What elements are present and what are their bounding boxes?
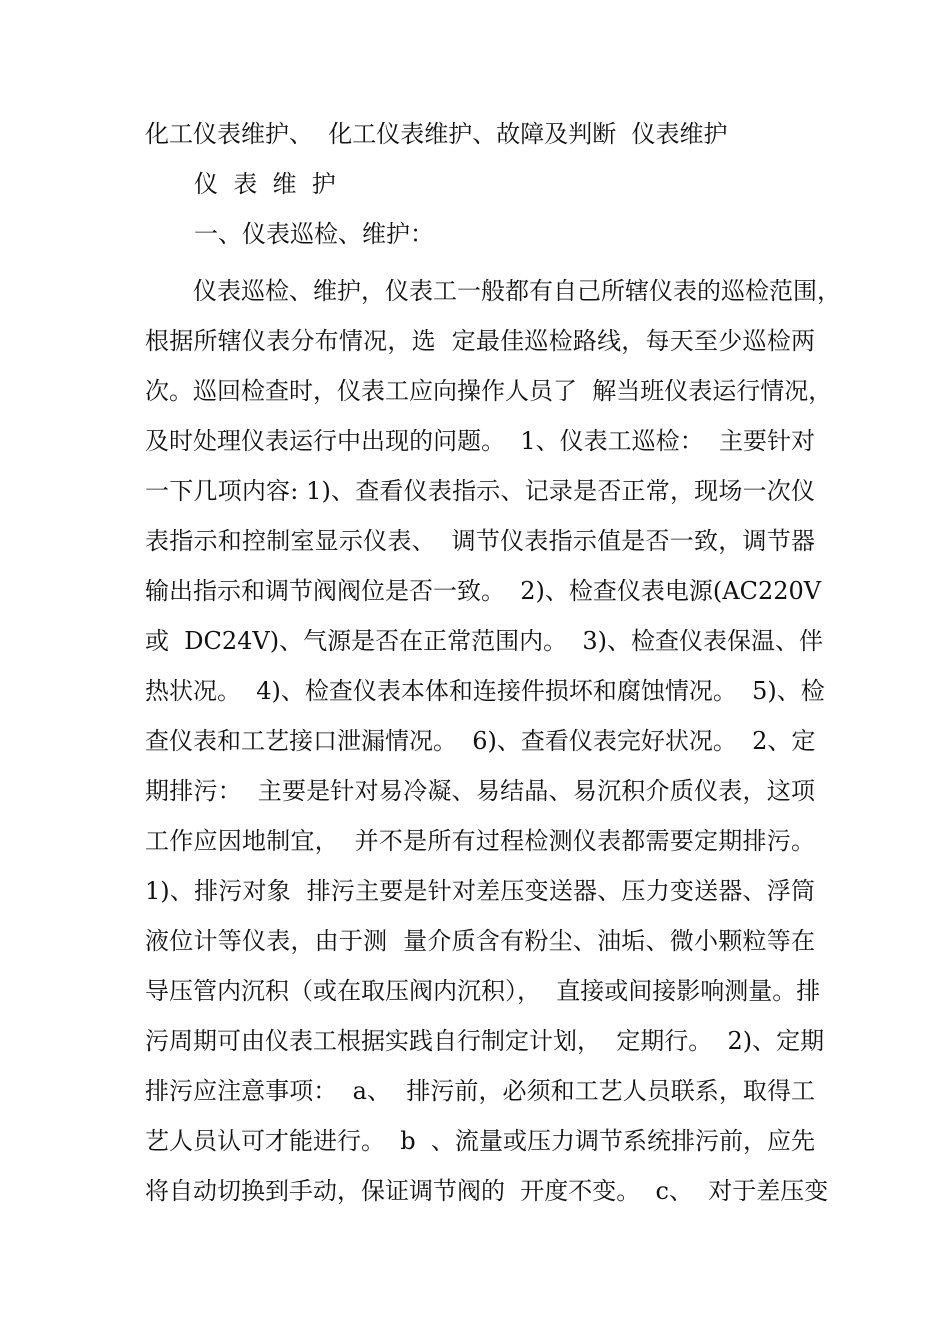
body-line: 1)、排污对象 排污主要是针对差压变送器、压力变送器、浮筒 — [145, 877, 815, 905]
body-line: 仪表巡检、维护，仪表工一般都有自己所辖仪表的巡检范围， — [193, 277, 841, 305]
body-line: 查仪表和工艺接口泄漏情况。 6)、查看仪表完好状况。 2、定 — [145, 727, 816, 755]
document-heading: 仪 表 维 护 — [194, 170, 336, 198]
body-line: 或 DC24V)、气源是否在正常范围内。 3)、检查仪表保温、伴 — [145, 627, 823, 655]
body-line: 次。巡回检查时，仪表工应向操作人员了 解当班仪表运行情况， — [145, 377, 833, 405]
body-line: 将自动切换到手动，保证调节阀的 开度不变。 c、 对于差压变 — [145, 1177, 829, 1205]
body-paragraph — [145, 266, 841, 1216]
body-line: 根据所辖仪表分布情况，选 定最佳巡检路线，每天至少巡检两 — [145, 327, 815, 355]
section-heading: 一、仪表巡检、维护： — [194, 220, 434, 248]
body-line: 输出指示和调节阀阀位是否一致。 2)、检查仪表电源(AC220V — [145, 577, 822, 605]
body-line: 液位计等仪表，由于测 量介质含有粉尘、油垢、微小颗粒等在 — [145, 927, 815, 955]
body-line: 工作应因地制宜， 并不是所有过程检测仪表都需要定期排污。 — [145, 827, 815, 855]
body-line: 污周期可由仪表工根据实践自行制定计划， 定期行。 2)、定期 — [145, 1027, 825, 1055]
body-line: 表指示和控制室显示仪表、 调节仪表指示值是否一致，调节器 — [145, 527, 815, 555]
body-line: 艺人员认可才能进行。 b 、流量或压力调节系统排污前，应先 — [145, 1127, 815, 1155]
body-line: 排污应注意事项： a、 排污前，必须和工艺人员联系，取得工 — [145, 1077, 815, 1105]
body-line: 热状况。 4)、检查仪表本体和连接件损坏和腐蚀情况。 5)、检 — [145, 677, 825, 705]
body-line: 导压管内沉积（或在取压阀内沉积）， 直接或间接影响测量。排 — [145, 977, 821, 1005]
body-line: 及时处理仪表运行中出现的问题。 1、仪表工巡检： 主要针对 — [145, 427, 815, 455]
body-line: 期排污： 主要是针对易冷凝、易结晶、易沉积介质仪表，这项 — [145, 777, 815, 805]
document-title-line: 化工仪表维护、 化工仪表维护、故障及判断 仪表维护 — [145, 120, 728, 148]
body-line: 一下几项内容: 1)、查看仪表指示、记录是否正常，现场一次仪 — [145, 477, 815, 505]
